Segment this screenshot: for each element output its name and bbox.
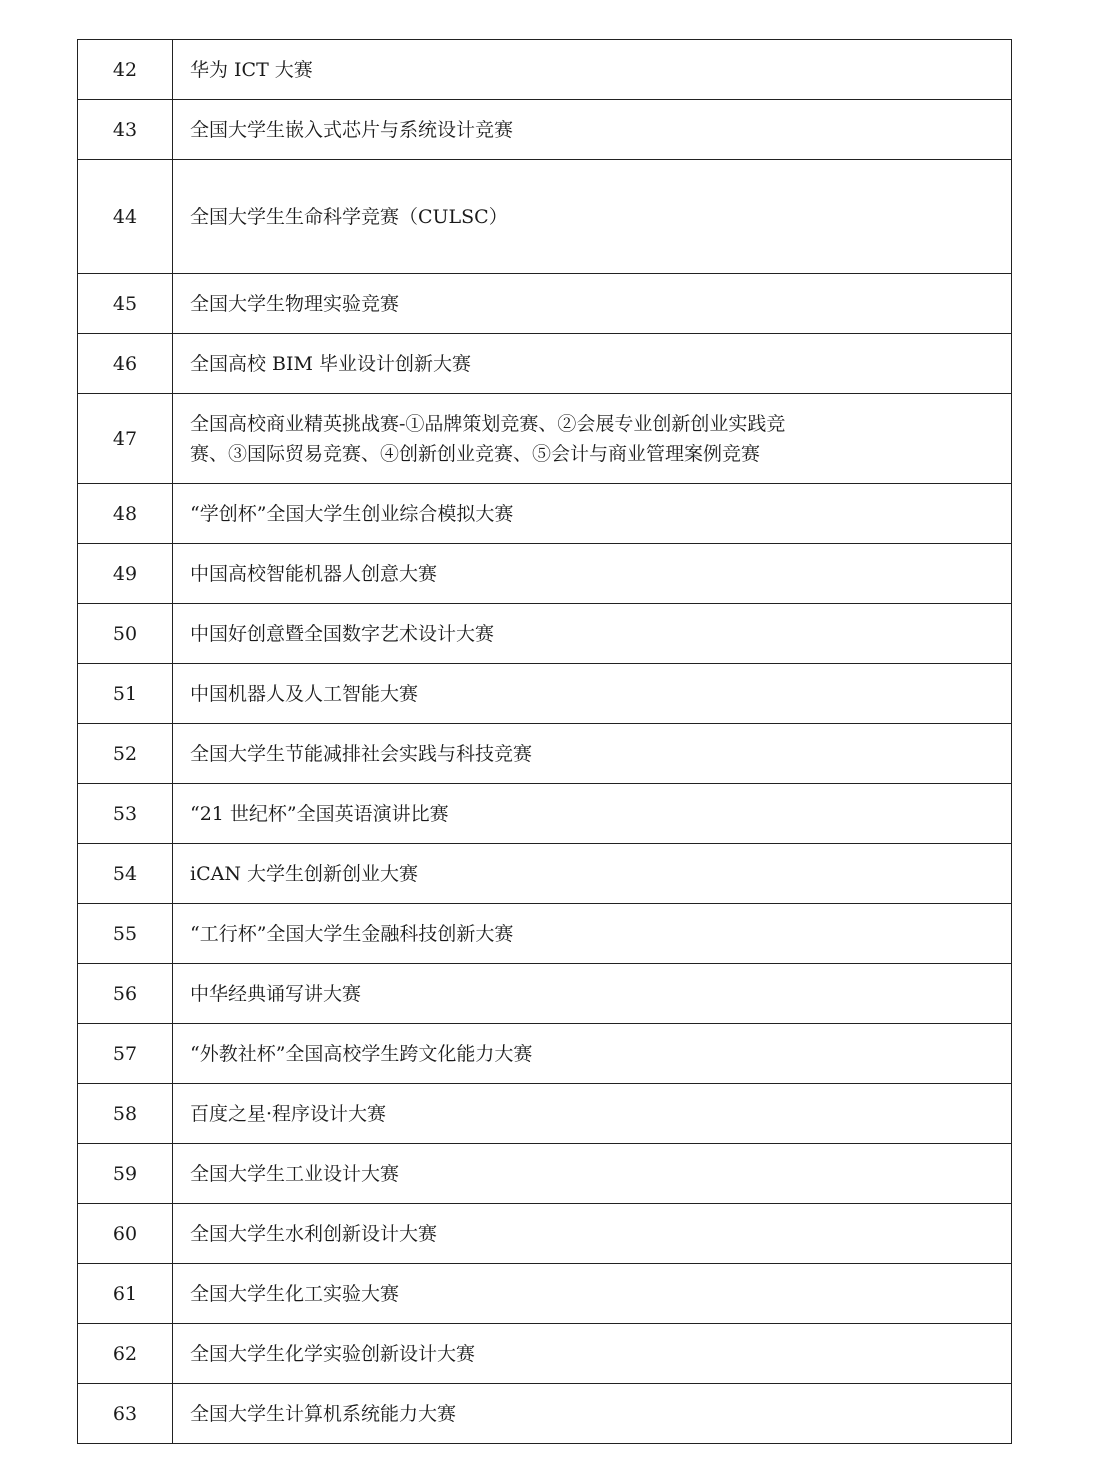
row-number: 61 bbox=[78, 1264, 173, 1324]
competition-name: “21 世纪杯”全国英语演讲比赛 bbox=[173, 784, 1012, 844]
competition-name: “工行杯”全国大学生金融科技创新大赛 bbox=[173, 904, 1012, 964]
table-row bbox=[78, 1024, 1012, 1084]
competition-name: “学创杯”全国大学生创业综合模拟大赛 bbox=[173, 484, 1012, 544]
competition-name: 全国大学生物理实验竞赛 bbox=[173, 274, 1012, 334]
row-number: 51 bbox=[78, 664, 173, 724]
competition-name: 全国大学生节能减排社会实践与科技竞赛 bbox=[173, 724, 1012, 784]
row-number: 56 bbox=[78, 964, 173, 1024]
row-number: 42 bbox=[78, 40, 173, 100]
table-row bbox=[78, 40, 1012, 100]
row-number: 60 bbox=[78, 1204, 173, 1264]
competition-name: 中华经典诵写讲大赛 bbox=[173, 964, 1012, 1024]
competition-name: 全国大学生水利创新设计大赛 bbox=[173, 1204, 1012, 1264]
competition-name: 全国大学生工业设计大赛 bbox=[173, 1144, 1012, 1204]
table-row bbox=[78, 1264, 1012, 1324]
competition-name: 全国高校 BIM 毕业设计创新大赛 bbox=[173, 334, 1012, 394]
table-row bbox=[78, 1084, 1012, 1144]
row-number: 54 bbox=[78, 844, 173, 904]
competition-name: “外教社杯”全国高校学生跨文化能力大赛 bbox=[173, 1024, 1012, 1084]
table-row bbox=[78, 100, 1012, 160]
table-row bbox=[78, 1384, 1012, 1444]
competition-name: 百度之星·程序设计大赛 bbox=[173, 1084, 1012, 1144]
table-row bbox=[78, 484, 1012, 544]
table-row bbox=[78, 964, 1012, 1024]
competition-name: 中国好创意暨全国数字艺术设计大赛 bbox=[173, 604, 1012, 664]
row-number: 63 bbox=[78, 1384, 173, 1444]
competition-name: 中国高校智能机器人创意大赛 bbox=[173, 544, 1012, 604]
row-number: 55 bbox=[78, 904, 173, 964]
row-number: 45 bbox=[78, 274, 173, 334]
table-row bbox=[78, 844, 1012, 904]
row-number: 53 bbox=[78, 784, 173, 844]
table-row bbox=[78, 334, 1012, 394]
competition-name: 全国大学生化学实验创新设计大赛 bbox=[173, 1324, 1012, 1384]
row-number: 59 bbox=[78, 1144, 173, 1204]
table-row bbox=[78, 394, 1012, 484]
competition-name: iCAN 大学生创新创业大赛 bbox=[173, 844, 1012, 904]
competition-name: 全国高校商业精英挑战赛-①品牌策划竞赛、②会展专业创新创业实践竞赛、③国际贸易竞赛、④创新创业竞赛、⑤会计与商业管理案例竞赛 bbox=[173, 394, 1012, 484]
table-row bbox=[78, 1144, 1012, 1204]
row-number: 48 bbox=[78, 484, 173, 544]
competition-name: 全国大学生计算机系统能力大赛 bbox=[173, 1384, 1012, 1444]
table-row bbox=[78, 904, 1012, 964]
row-number: 47 bbox=[78, 394, 173, 484]
row-number: 46 bbox=[78, 334, 173, 394]
row-number: 43 bbox=[78, 100, 173, 160]
row-number: 44 bbox=[78, 160, 173, 274]
table-row bbox=[78, 604, 1012, 664]
competition-table bbox=[77, 39, 1012, 1444]
table-row bbox=[78, 664, 1012, 724]
table-row bbox=[78, 784, 1012, 844]
table-row bbox=[78, 274, 1012, 334]
table-row bbox=[78, 160, 1012, 274]
row-number: 57 bbox=[78, 1024, 173, 1084]
competition-name: 中国机器人及人工智能大赛 bbox=[173, 664, 1012, 724]
table-row bbox=[78, 544, 1012, 604]
row-number: 52 bbox=[78, 724, 173, 784]
competition-name: 全国大学生嵌入式芯片与系统设计竞赛 bbox=[173, 100, 1012, 160]
row-number: 62 bbox=[78, 1324, 173, 1384]
competition-name: 全国大学生化工实验大赛 bbox=[173, 1264, 1012, 1324]
table-row bbox=[78, 1324, 1012, 1384]
competition-name: 全国大学生生命科学竞赛（CULSC） bbox=[173, 160, 1012, 274]
competition-name: 华为 ICT 大赛 bbox=[173, 40, 1012, 100]
row-number: 50 bbox=[78, 604, 173, 664]
row-number: 58 bbox=[78, 1084, 173, 1144]
row-number: 49 bbox=[78, 544, 173, 604]
table-row bbox=[78, 1204, 1012, 1264]
table-row bbox=[78, 724, 1012, 784]
